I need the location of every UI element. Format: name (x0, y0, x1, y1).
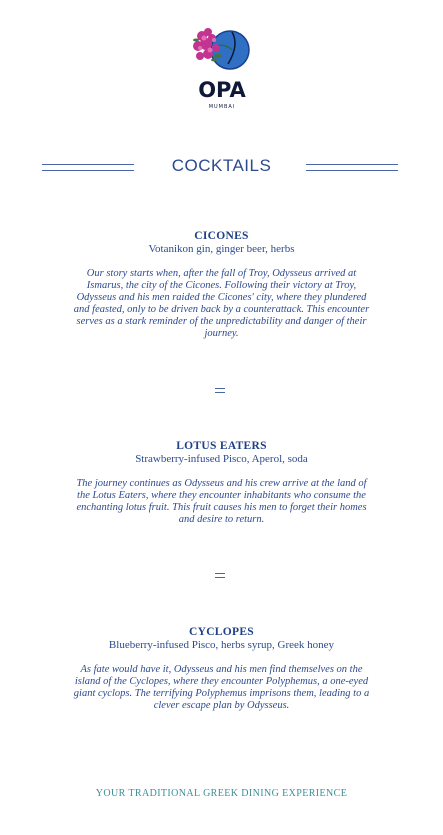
section-header (0, 156, 443, 180)
menu-item (70, 230, 373, 340)
item-description: The journey continues as Odysseus and his crew arrive at the land of the Lotus Eaters, where they encounter inhabitants who consume the enchanting lotus fruit. This fruit causes his men to forget their homes and desire to return. (76, 478, 367, 525)
item-ingredients: Blueberry-infused Pisco, herbs syrup, Greek honey (108, 639, 335, 651)
item-divider (215, 388, 225, 393)
section-title: COCKTAILS (171, 156, 272, 175)
right-double-rule (306, 164, 398, 171)
left-double-rule (42, 164, 134, 171)
item-description: Our story starts when, after the fall of Troy, Odysseus arrived at Ismarus, the city of the Cicones. Following their victory at Troy, Odysseus and his men raided the Cicones' city, where they plundered and feasted, only to be driven back by a counterattack. This encounter serves as a stark reminder of the unpredictability and danger of their journey. (73, 268, 370, 339)
item-name: LOTUS EATERS (176, 440, 267, 452)
footer-tagline: YOUR TRADITIONAL GREEK DINING EXPERIENCE (95, 788, 348, 799)
item-divider (215, 573, 225, 578)
brand-location: MUMBAI (208, 104, 236, 110)
item-ingredients: Votanikon gin, ginger beer, herbs (148, 243, 295, 255)
item-name: CICONES (194, 230, 249, 242)
bougainvillea-logo-icon (188, 24, 256, 84)
item-name: CYCLOPES (188, 626, 255, 638)
menu-item (70, 440, 373, 526)
menu-item (70, 626, 373, 712)
brand-name: OPA (198, 78, 246, 102)
item-description: As fate would have it, Odysseus and his men find themselves on the island of the Cyclopes, where they encounter Polyphemus, a one-eyed giant cyclops. The terrifying Polyphemus imprisons them, leading to a clever escape plan by Odysseus. (73, 664, 370, 711)
item-ingredients: Strawberry-infused Pisco, Aperol, soda (135, 453, 308, 465)
